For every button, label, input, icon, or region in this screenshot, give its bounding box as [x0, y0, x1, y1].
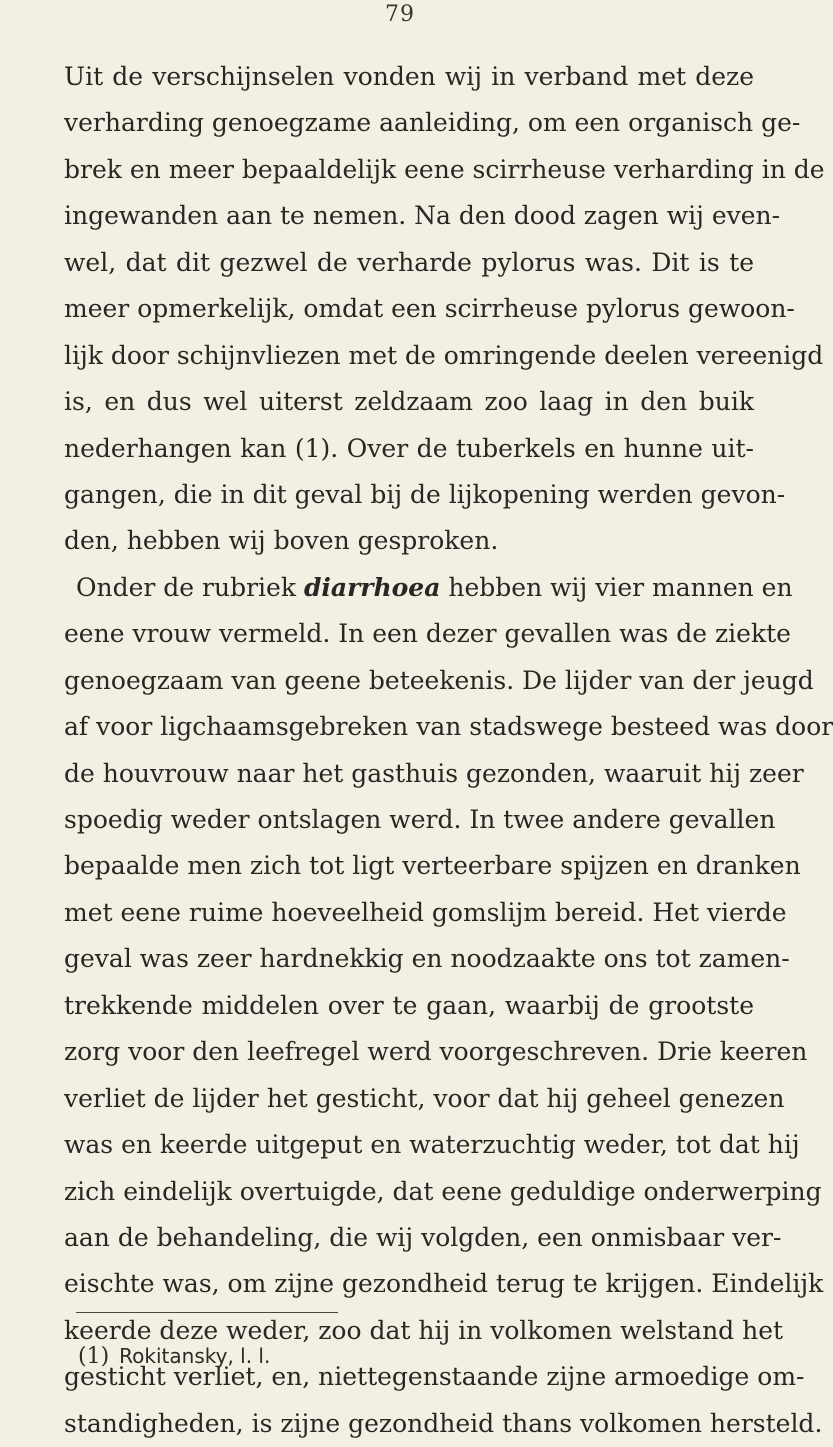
text-line: genoegzaam van geene beteekenis. De lijder van der jeugd: [64, 665, 814, 695]
text-line: geval was zeer hardnekkig en noodzaakte ons tot zamen-: [64, 944, 790, 974]
footnote-divider: [76, 1312, 338, 1313]
text-line: wel, dat dit gezwel de verharde pylorus was. Dit is te: [64, 247, 754, 277]
text-line: eischte was, om zijne gezondheid terug te krijgen. Eindelijk: [64, 1269, 824, 1299]
paragraph-1: [64, 54, 825, 565]
text-fragment: Onder de rubriek: [76, 572, 304, 602]
text-line: zich eindelijk overtuigde, dat eene geduldige onderwerping: [64, 1176, 822, 1206]
body-text: [64, 54, 833, 1447]
text-line: trekkende middelen over te gaan, waarbij de grootste: [64, 990, 754, 1020]
text-line: verliet de lijder het gesticht, voor dat hij geheel genezen: [64, 1083, 785, 1113]
text-line: keerde deze weder, zoo dat hij in volkomen welstand het: [64, 1315, 784, 1345]
text-line: meer opmerkelijk, omdat een scirrheuse pylorus gewoon-: [64, 294, 795, 324]
text-line: af voor ligchaamsgebreken van stadswege besteed was door: [64, 712, 833, 742]
text-line: eene vrouw vermeld. In een dezer gevallen was de ziekte: [64, 619, 791, 649]
text-line: [64, 565, 793, 611]
text-line: den, hebben wij boven gesproken.: [64, 526, 499, 556]
text-line: is, en dus wel uiterst zeldzaam zoo laag in den buik: [64, 387, 754, 417]
text-line: met eene ruime hoeveelheid gomslijm bereid. Het vierde: [64, 897, 787, 927]
text-line: spoedig weder ontslagen werd. In twee andere gevallen: [64, 805, 776, 834]
text-line: was en keerde uitgeput en waterzuchtig weder, tot dat hij: [64, 1130, 800, 1160]
text-line: Uit de verschijnselen vonden wij in verband met deze: [64, 62, 754, 91]
text-line: zorg voor den leefregel werd voorgeschreven. Drie keeren: [64, 1037, 808, 1067]
italic-term: diarrhoea: [303, 572, 441, 602]
text-line: standigheden, is zijne gezondheid thans volkomen hersteld.: [64, 1408, 823, 1438]
paragraph-2: [64, 565, 833, 1447]
text-line: gangen, die in dit geval bij de lijkopening werden gevon-: [64, 479, 786, 509]
footnote-marker: (1): [78, 1344, 110, 1369]
text-line: verharding genoegzame aanleiding, om een organisch ge-: [64, 108, 801, 138]
text-line: de houvrouw naar het gasthuis gezonden, waaruit hij zeer: [64, 758, 804, 788]
page-number: 79: [385, 2, 415, 27]
text-fragment: hebben wij vier mannen en: [440, 572, 793, 602]
text-line: bepaalde men zich tot ligt verteerbare spijzen en dranken: [64, 851, 801, 881]
text-line: brek en meer bepaaldelijk eene scirrheuse verharding in de: [64, 154, 825, 184]
footnote: [78, 1344, 270, 1369]
text-line: nederhangen kan (1). Over de tuberkels en hunne uit-: [64, 433, 754, 463]
footnote-reference: Rokitansky, l. l.: [119, 1344, 271, 1368]
text-line: aan de behandeling, die wij volgden, een onmisbaar ver-: [64, 1222, 782, 1252]
text-line: gesticht verliet, en, niettegenstaande zijne armoedige om-: [64, 1362, 805, 1392]
text-line: lijk door schijnvliezen met de omringende deelen vereenigd: [64, 340, 824, 370]
text-line: ingewanden aan te nemen. Na den dood zagen wij even-: [64, 201, 781, 231]
